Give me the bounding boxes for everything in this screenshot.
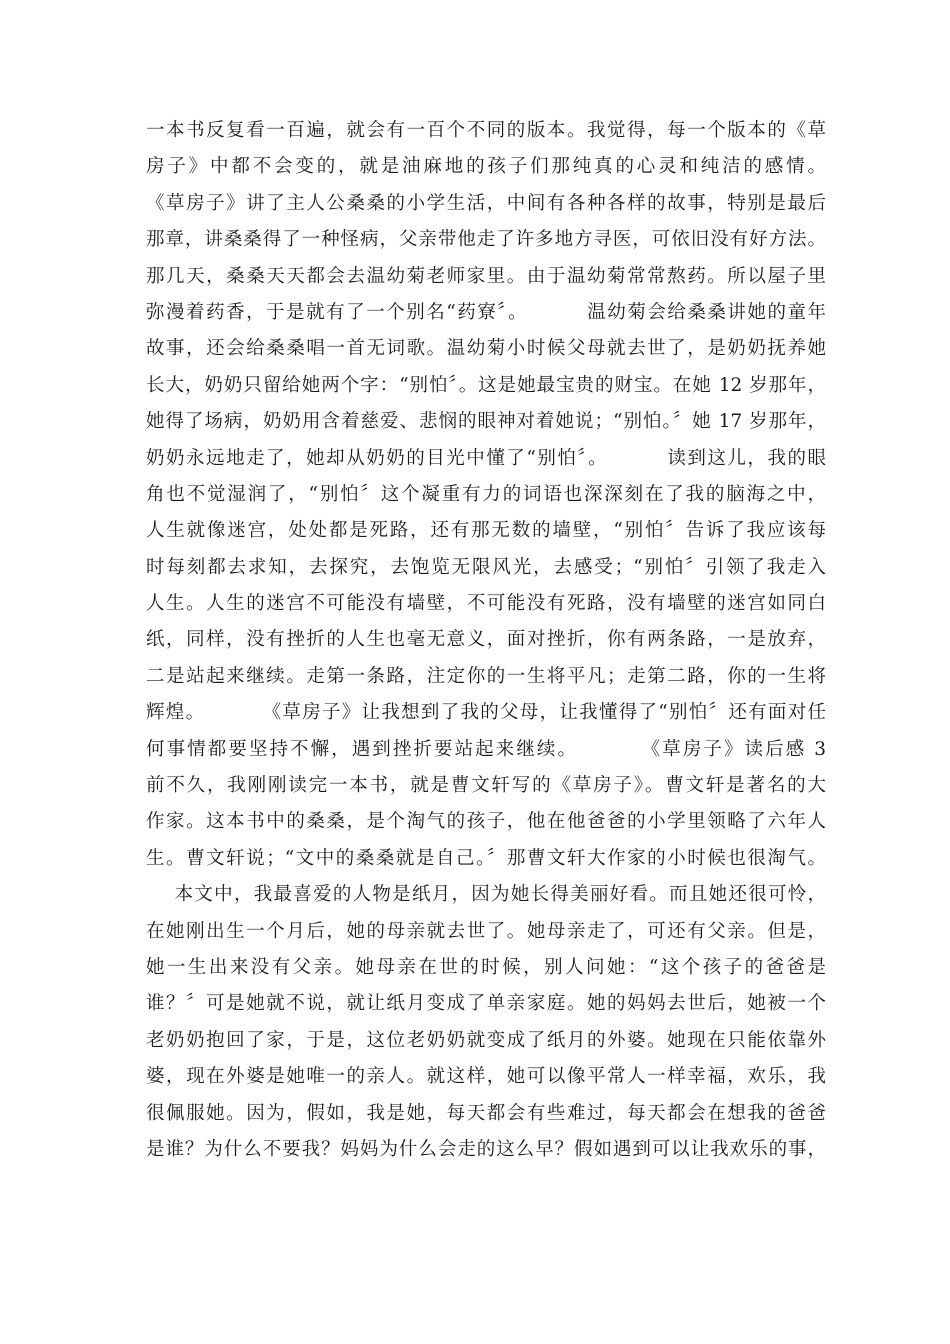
text-line: 故事，还会给桑桑唱一首无词歌。温幼菊小时候父母就去世了，是奶奶抚养她: [146, 338, 826, 360]
text-line: 人生。人生的迷宫不可能没有墙壁，不可能没有死路，没有墙壁的迷宫如同白: [146, 593, 826, 615]
text-line: 在她刚出生一个月后，她的母亲就去世了。她母亲走了，可还有父亲。但是，: [146, 920, 826, 942]
text-line: 一本书反复看一百遍，就会有一百个不同的版本。我觉得，每一个版本的《草: [146, 120, 826, 141]
text-line: 她一生出来没有父亲。她母亲在世的时候，别人问她：“这个孩子的爸爸是: [146, 956, 826, 978]
text-line: 人生就像迷宫，处处都是死路，还有那无数的墙壁，“别怕〞告诉了我应该每: [146, 520, 826, 542]
text-line: 谁？〞可是她就不说，就让纸月变成了单亲家庭。她的妈妈去世后，她被一个: [146, 993, 826, 1015]
text-line: 角也不觉湿润了，“别怕〞这个凝重有力的词语也深深刻在了我的脑海之中，: [146, 483, 826, 505]
text-line: 作家。这本书中的桑桑，是个淘气的孩子，他在他爸爸的小学里领略了六年人: [146, 811, 826, 833]
text-line: 是谁？为什么不要我？妈妈为什么会走的这么早？假如遇到可以让我欢乐的事，: [146, 1138, 826, 1160]
text-line: 房子》中都不会变的，就是油麻地的孩子们那纯真的心灵和纯洁的感情。: [146, 156, 826, 178]
text-line: 那章，讲桑桑得了一种怪病，父亲带他走了许多地方寻医，可依旧没有好方法。: [146, 229, 826, 251]
text-line: 二是站起来继续。走第一条路，注定你的一生将平凡；走第二路，你的一生将: [146, 665, 826, 687]
text-line: 时每刻都去求知，去探究，去饱览无限风光，去感受；“别怕〞引领了我走入: [146, 556, 826, 578]
text-line: 她得了场病，奶奶用含着慈爱、悲悯的眼神对着她说；“别怕。〞她 17 岁那年，: [146, 411, 826, 433]
text-line: 长大，奶奶只留给她两个字：“别怕〞。这是她最宝贵的财宝。在她 12 岁那年，: [146, 374, 826, 396]
text-line: 前不久，我刚刚读完一本书，就是曹文轩写的《草房子》。曹文轩是著名的大: [146, 775, 826, 797]
text-line: 奶奶永远地走了，她却从奶奶的目光中懂了“别怕〞。 读到这儿，我的眼: [146, 447, 826, 469]
text-line: 本文中，我最喜爱的人物是纸月，因为她长得美丽好看。而且她还很可怜，: [146, 884, 826, 906]
text-line: 弥漫着药香，于是就有了一个别名“药寮〞。 温幼菊会给桑桑讲她的童年: [146, 301, 826, 323]
body-text: [146, 113, 826, 1168]
text-line: 那几天，桑桑天天都会去温幼菊老师家里。由于温幼菊常常熬药。所以屋子里: [146, 265, 826, 287]
text-line: 《草房子》讲了主人公桑桑的小学生活，中间有各种各样的故事，特别是最后: [146, 192, 826, 214]
text-line: 辉煌。 《草房子》让我想到了我的父母，让我懂得了“别怕〞还有面对任: [146, 702, 826, 724]
text-line: 婆，现在外婆是她唯一的亲人。就这样，她可以像平常人一样幸福，欢乐，我: [146, 1066, 826, 1088]
text-line: 很佩服她。因为，假如，我是她，每天都会有些难过，每天都会在想我的爸爸: [146, 1102, 826, 1124]
text-line: 老奶奶抱回了家，于是，这位老奶奶就变成了纸月的外婆。她现在只能依靠外: [146, 1029, 826, 1051]
text-line: 生。曹文轩说；“文中的桑桑就是自己。〞那曹文轩大作家的小时候也很淘气。: [146, 847, 826, 869]
text-line: 何事情都要坚持不懈，遇到挫折要站起来继续。 《草房子》读后感 3: [146, 738, 826, 760]
text-line: 纸，同样，没有挫折的人生也毫无意义，面对挫折，你有两条路，一是放弃，: [146, 629, 826, 651]
